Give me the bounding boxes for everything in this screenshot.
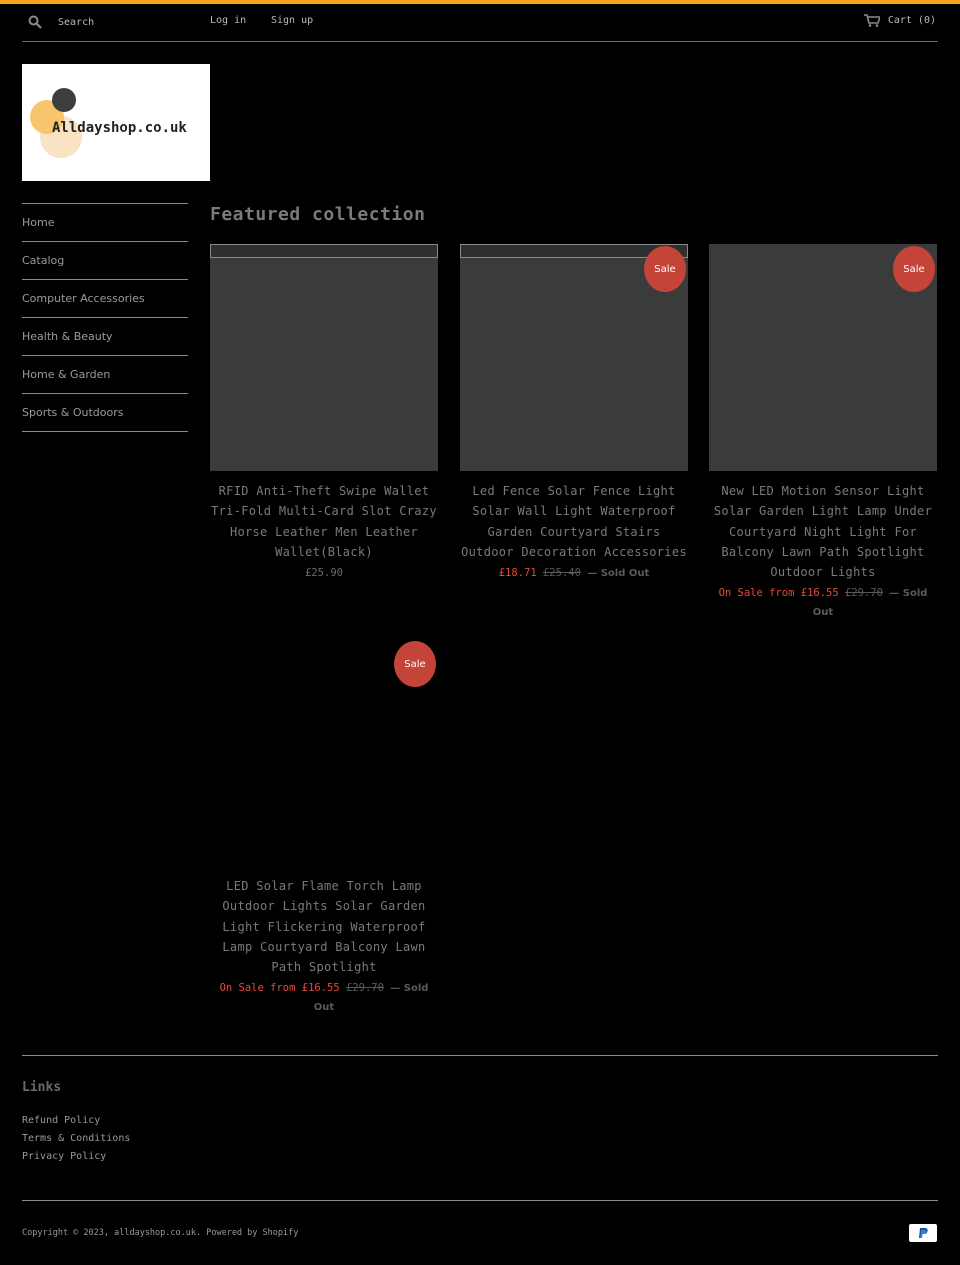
- product-price: [709, 584, 937, 622]
- product-price: [210, 979, 438, 1017]
- product-title[interactable]: Led Fence Solar Fence Light Solar Wall Light Waterproof Garden Courtyard Stairs Outdoor Decoration Accessories: [461, 484, 687, 559]
- product-title[interactable]: LED Solar Flame Torch Lamp Outdoor Lights Solar Garden Light Flickering Waterproof Lamp Courtyard Balcony Lawn Path Spotlight: [222, 879, 426, 975]
- sidebar-item-catalog[interactable]: Catalog: [22, 242, 188, 280]
- product-image[interactable]: [210, 244, 438, 471]
- paypal-logo-glyph: [917, 1227, 929, 1240]
- sidebar-item-computer-accessories[interactable]: Computer Accessories: [22, 280, 188, 318]
- product-price: £25.90: [305, 567, 343, 580]
- sidebar-item-sports-outdoors[interactable]: Sports & Outdoors: [22, 394, 188, 432]
- sale-price: On Sale from £16.55: [718, 587, 839, 600]
- sold-out-label: — Sold Out: [812, 588, 928, 619]
- product-image[interactable]: [210, 639, 438, 866]
- sold-out-label: — Sold Out: [313, 983, 429, 1014]
- sidebar-item-health-beauty[interactable]: Health & Beauty: [22, 318, 188, 356]
- section-title: Featured collection: [210, 204, 426, 225]
- product-image[interactable]: [460, 244, 688, 471]
- copyright-text: Copyright © 2023, alldayshop.co.uk. Powered by Shopify: [22, 1228, 299, 1238]
- sold-out-label: — Sold Out: [587, 568, 650, 580]
- product-title[interactable]: RFID Anti-Theft Swipe Wallet Tri-Fold Multi-Card Slot Crazy Horse Leather Men Leather Wallet(Black): [211, 484, 437, 559]
- sale-badge: Sale: [394, 641, 436, 687]
- product-image[interactable]: [709, 244, 937, 471]
- cart-icon: [864, 14, 880, 27]
- footer-link-privacy-policy[interactable]: Privacy Policy: [22, 1151, 107, 1162]
- product-card[interactable]: [460, 244, 688, 583]
- search-input[interactable]: [58, 12, 198, 32]
- site-header: [22, 4, 938, 42]
- logo-circle-dark: [52, 88, 76, 112]
- sale-price: £18.71: [498, 567, 537, 580]
- compare-price: £29.70: [346, 982, 384, 995]
- login-link[interactable]: Log in: [210, 15, 247, 26]
- footer-links-title: Links: [22, 1080, 62, 1095]
- sale-price: On Sale from £16.55: [219, 982, 340, 995]
- footer-bottom-divider: [22, 1200, 938, 1201]
- signup-link[interactable]: Sign up: [271, 15, 314, 26]
- product-title[interactable]: New LED Motion Sensor Light Solar Garden Light Lamp Under Courtyard Night Light For Balcony Lawn Path Spotlight Outdoor Lights: [713, 484, 933, 580]
- sidebar-nav: [22, 203, 188, 432]
- cart-link[interactable]: [864, 14, 936, 27]
- footer-link-terms[interactable]: Terms & Conditions: [22, 1133, 131, 1144]
- image-placeholder-strip: [210, 244, 438, 258]
- sale-badge: Sale: [893, 246, 935, 292]
- logo-text: Alldayshop.co.uk: [52, 120, 187, 136]
- paypal-icon: [909, 1224, 937, 1242]
- sale-badge: Sale: [644, 246, 686, 292]
- footer-divider: [22, 1055, 938, 1056]
- search-icon[interactable]: [28, 15, 42, 29]
- product-card[interactable]: [210, 639, 438, 1017]
- sidebar-item-home[interactable]: Home: [22, 204, 188, 242]
- product-card[interactable]: [709, 244, 937, 622]
- store-logo[interactable]: [22, 64, 210, 181]
- footer-link-refund-policy[interactable]: Refund Policy: [22, 1115, 101, 1126]
- sidebar-item-home-garden[interactable]: Home & Garden: [22, 356, 188, 394]
- compare-price: £25.40: [542, 567, 581, 580]
- compare-price: £29.70: [845, 587, 883, 600]
- product-card[interactable]: [210, 244, 438, 582]
- cart-label: Cart (0): [887, 15, 936, 26]
- product-price: [460, 564, 688, 583]
